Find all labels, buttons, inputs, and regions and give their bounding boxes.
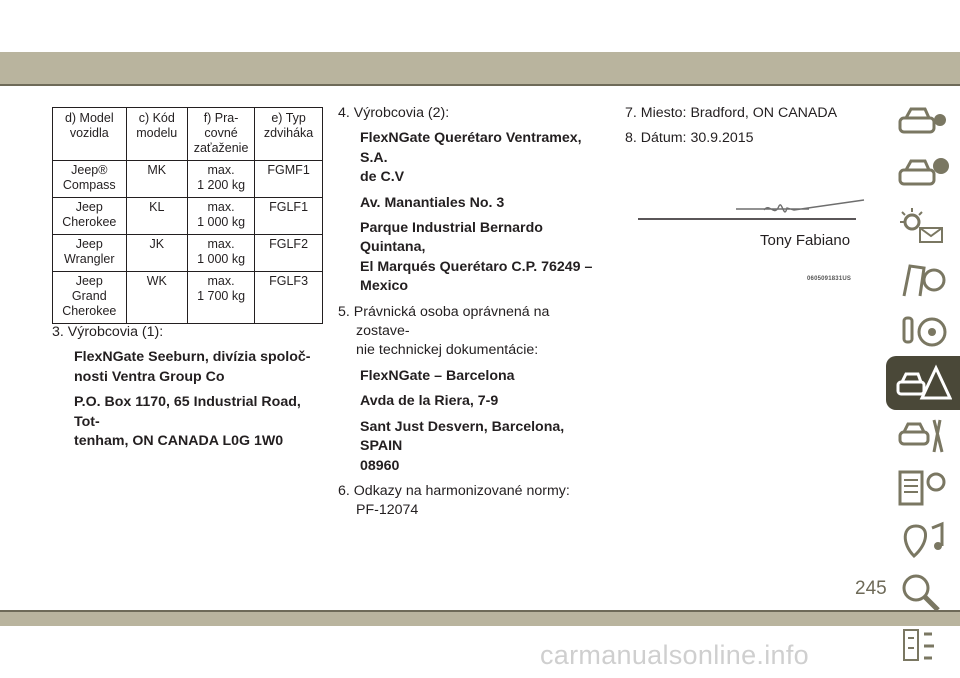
tab-multimedia[interactable] [886, 512, 960, 566]
table-header-row [53, 108, 323, 161]
search-icon [894, 568, 952, 616]
manufacturer-2-street: Av. Manantiales No. 3 [360, 194, 505, 211]
header-cell: e) Typ zdviháka [255, 108, 323, 161]
legal-entity-name: FlexNGate – Barcelona [360, 367, 515, 384]
tab-safety[interactable] [886, 252, 960, 306]
jack-cell: FGLF2 [255, 235, 323, 272]
car-tools-icon [894, 412, 952, 460]
load-cell: max. 1 700 kg [187, 272, 254, 324]
column-left [52, 323, 324, 451]
column-right [625, 104, 875, 149]
jack-spec-table [52, 107, 323, 324]
tab-car-warning[interactable] [886, 148, 960, 202]
table-row [53, 235, 323, 272]
tab-starting-operating[interactable] [886, 304, 960, 358]
model-cell: Jeep® Compass [53, 161, 127, 198]
table-row [53, 272, 323, 324]
section-7-place: 7. Miesto: Bradford, ON CANADA [625, 105, 838, 121]
section-4-title: 4. Výrobcovia (2): [338, 105, 450, 121]
key-steering-icon [894, 308, 952, 356]
model-cell: Jeep Wrangler [53, 235, 127, 272]
section-8-date: 8. Dátum: 30.9.2015 [625, 130, 754, 147]
footer-band [0, 612, 960, 626]
table-row [53, 161, 323, 198]
header-band [0, 52, 960, 84]
header-rule [0, 84, 960, 86]
media-music-icon [894, 516, 952, 564]
code-cell: KL [126, 198, 187, 235]
manufacturer-1-name: FlexNGate Seeburn, divízia spoloč- nosti Ventra Group Co [74, 349, 311, 385]
column-middle [338, 104, 606, 521]
tab-car-info[interactable] [886, 96, 960, 150]
section-3-title: 3. Výrobcovia (1): [52, 324, 164, 340]
load-cell: max. 1 000 kg [187, 235, 254, 272]
watermark: carmanualsonline.info [540, 640, 809, 670]
jack-cell: FGMF1 [255, 161, 323, 198]
manufacturer-1-address: P.O. Box 1170, 65 Industrial Road, Tot- tenham, ON CANADA L0G 1W0 [74, 394, 301, 450]
section-5-title: 5. Právnická osoba oprávnená na zostave- nie technickej dokumentácie: [338, 303, 550, 359]
specs-gear-icon [894, 464, 952, 512]
legal-entity-city: Sant Just Desvern, Barcelona, SPAIN 08960 [360, 418, 565, 474]
car-info-icon [894, 100, 952, 148]
header-cell: c) Kód modelu [126, 108, 187, 161]
header-cell: d) Model vozidla [53, 108, 127, 161]
tab-lights-messages[interactable] [886, 200, 960, 254]
code-cell: MK [126, 161, 187, 198]
header-cell: f) Pra- covné zaťaženie [187, 108, 254, 161]
model-cell: Jeep Grand Cherokee [53, 272, 127, 324]
manufacturer-2-city: Parque Industrial Bernardo Quintana, El Marqués Querétaro C.P. 76249 – Mexico [360, 220, 593, 295]
seatbelt-airbag-icon [894, 256, 952, 304]
section-6-title: 6. Odkazy na harmonizované normy: PF-12074 [338, 482, 570, 519]
jack-cell: FGLF1 [255, 198, 323, 235]
table-row [53, 198, 323, 235]
load-cell: max. 1 200 kg [187, 161, 254, 198]
tab-technical-specs[interactable] [886, 460, 960, 514]
code-cell: JK [126, 235, 187, 272]
tab-servicing[interactable] [886, 408, 960, 462]
tab-in-case-of-emergency[interactable] [886, 356, 960, 410]
hazard-warning-icon [894, 360, 952, 408]
load-cell: max. 1 000 kg [187, 198, 254, 235]
manufacturer-2-name: FlexNGate Querétaro Ventramex, S.A. de C.V [360, 130, 582, 186]
signatory-name: Tony Fabiano [760, 232, 851, 249]
page-number: 245 [855, 578, 887, 599]
code-cell: WK [126, 272, 187, 324]
lights-message-icon [894, 204, 952, 252]
jack-cell: FGLF3 [255, 272, 323, 324]
index-letters-icon [894, 620, 952, 668]
legal-entity-street: Avda de la Riera, 7-9 [360, 393, 499, 410]
car-warning-info-icon [894, 152, 952, 200]
model-cell: Jeep Cherokee [53, 198, 127, 235]
image-code: 0605091831US [807, 276, 852, 282]
